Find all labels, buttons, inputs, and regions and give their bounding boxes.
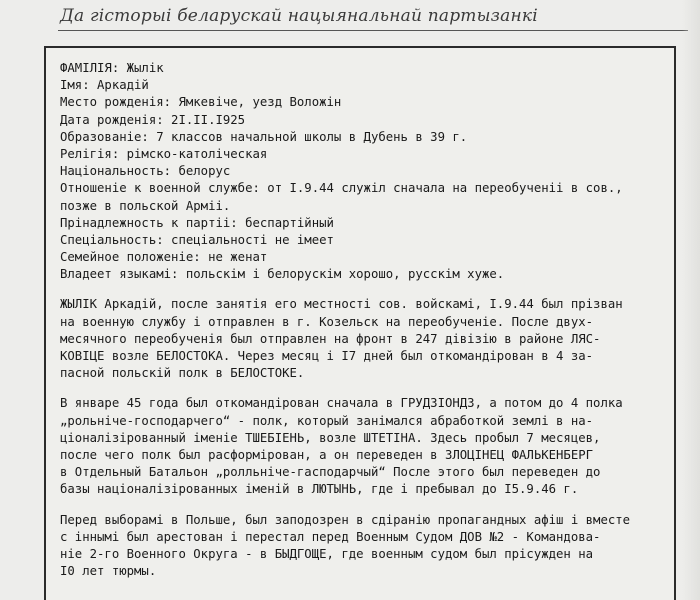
paragraph-line: І0 лет тюрмы. [60, 564, 157, 579]
profile-line: позже в польской Арміі. [60, 198, 231, 213]
page-edge-shadow [682, 0, 700, 600]
paragraph-line: на военную службу і отправлен в г. Козельск на переобученіе. После двух- [60, 314, 594, 329]
paragraph-line: В январе 45 года был откомандірован сначала в ГРУДЗІОНДЗ, а потом до 4 полка [60, 396, 623, 411]
profile-line: Прінадлежность к партіі: беспартійный [60, 215, 334, 230]
paragraph-line: ЖЫЛІК Аркадій, после занятія его местності сов. войскамі, І.9.44 был прізван [60, 297, 623, 312]
running-header: Да гісторыі беларускай нацыянальнай партызанкі [60, 6, 538, 26]
paragraph-2 [60, 395, 668, 498]
profile-line: Спеціальность: спеціальності не імеет [60, 232, 334, 247]
header-rule [58, 30, 688, 31]
document-text [60, 60, 668, 580]
paragraph-line: ціоналізірованный іменіе ТШЕБІЕНЬ, возле ШТЕТІНА. Здесь пробыл 7 месяцев, [60, 430, 601, 445]
profile-line: Імя: Аркадій [60, 78, 149, 93]
profile-line: ФАМІЛІЯ: Жылік [60, 61, 164, 75]
paragraph-line: с іннымі был арестован і перестал перед Военным Судом ДОВ №2 - Командова- [60, 529, 601, 544]
profile-block [60, 60, 668, 283]
paragraph-line: после чего полк был расформірован, а он переведен в ЗЛОЦІНЕЦ ФАЛЬКЕНБЕРГ [60, 447, 594, 462]
paragraph-line: базы націоналізірованных іменій в ЛЮТЫНЬ, где і пребывал до І5.9.46 г. [60, 482, 579, 497]
paragraph-line: пасной польскій полк в БЕЛОСТОКЕ. [60, 366, 305, 381]
profile-line: Образованіе: 7 классов начальной школы в Дубень в 39 г. [60, 129, 468, 144]
profile-line: Релігія: рімско-католіческая [60, 146, 268, 161]
paragraph-line: ніе 2-го Военного Округа - в БЫДГОЩЕ, где военным судом был прісужден на [60, 546, 594, 561]
document-frame [44, 46, 676, 600]
paragraph-line: КОВІЦЕ возле БЕЛОСТОКА. Через месяц і І7 дней был откомандірован в 4 за- [60, 349, 594, 363]
paragraph-3 [60, 512, 668, 581]
profile-line: Место рожденія: Ямкевіче, уезд Воложін [60, 95, 342, 110]
paragraph-line: месячного переобученія был отправлен на фронт в 247 дівізію в районе ЛЯС- [60, 331, 601, 346]
paragraph-line: Перед выборамі в Польше, был заподозрен в сдіранію пропагандных афіш і вместе [60, 512, 631, 527]
paragraph-1 [60, 296, 668, 382]
paragraph-line: „рольніче-господарчего“ - полк, который занімался абработкой землі в на- [60, 413, 594, 428]
profile-line: Отношеніе к военной службе: от І.9.44 служіл сначала на переобученіі в сов., [60, 181, 623, 196]
profile-line: Національность: белорус [60, 164, 231, 179]
profile-line: Семейное положеніе: не женат [60, 250, 268, 265]
paragraph-line: в Отдельный Батальон „ролльніче-гасподарчый“ После этого был переведен до [60, 465, 601, 480]
profile-line: Владеет языкамі: польскім і белорускім хорошо, русскім хуже. [60, 267, 505, 282]
profile-line: Дата рожденія: 2І.ІІ.І925 [60, 112, 246, 127]
